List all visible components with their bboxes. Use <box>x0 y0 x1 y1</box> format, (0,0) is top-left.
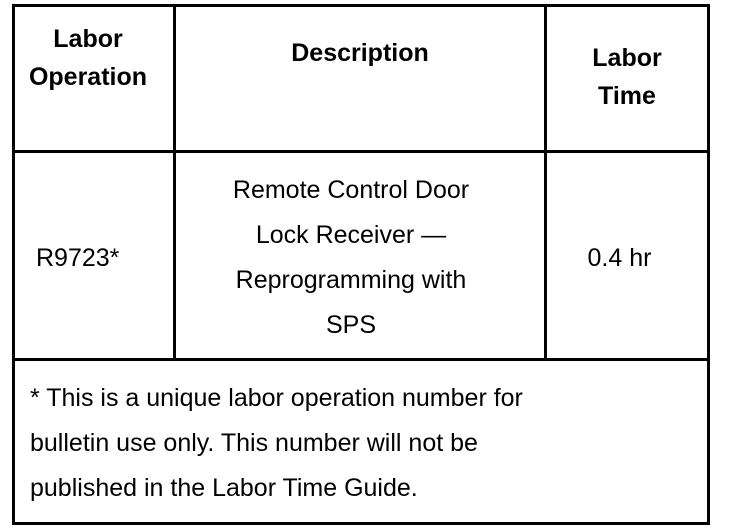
labor-time-value: 0.4 hr <box>587 244 652 272</box>
header-labor-operation-line1: Labor <box>53 25 123 53</box>
footnote <box>30 376 523 511</box>
header-bottom-border <box>12 150 710 153</box>
description-line-4: SPS <box>325 311 377 339</box>
header-labor-time-line2: Time <box>598 82 656 110</box>
header-labor-operation-line2: Operation <box>28 63 148 91</box>
header-labor-time <box>547 39 707 115</box>
footnote-line-3: published in the Labor Time Guide. <box>30 474 418 502</box>
row-bottom-border <box>12 358 710 361</box>
header-labor-time-line1: Labor <box>592 44 662 72</box>
table-right-border <box>707 4 710 525</box>
header-description-label: Description <box>291 39 429 67</box>
table-bottom-border <box>12 522 710 525</box>
table-top-border <box>12 4 710 7</box>
header-description <box>176 34 544 72</box>
footnote-line-1: * This is a unique labor operation number for <box>30 384 523 412</box>
footnote-line-2: bulletin use only. This number will not be <box>30 429 478 457</box>
cell-operation-code <box>36 236 119 281</box>
cell-labor-time <box>547 236 692 281</box>
header-labor-operation <box>15 20 173 96</box>
description-line-1: Remote Control Door <box>232 176 470 204</box>
operation-code-value: R9723* <box>36 244 120 272</box>
description-line-3: Reprogramming with <box>235 266 467 294</box>
description-line-2: Lock Receiver — <box>255 221 447 249</box>
cell-description <box>176 168 526 348</box>
